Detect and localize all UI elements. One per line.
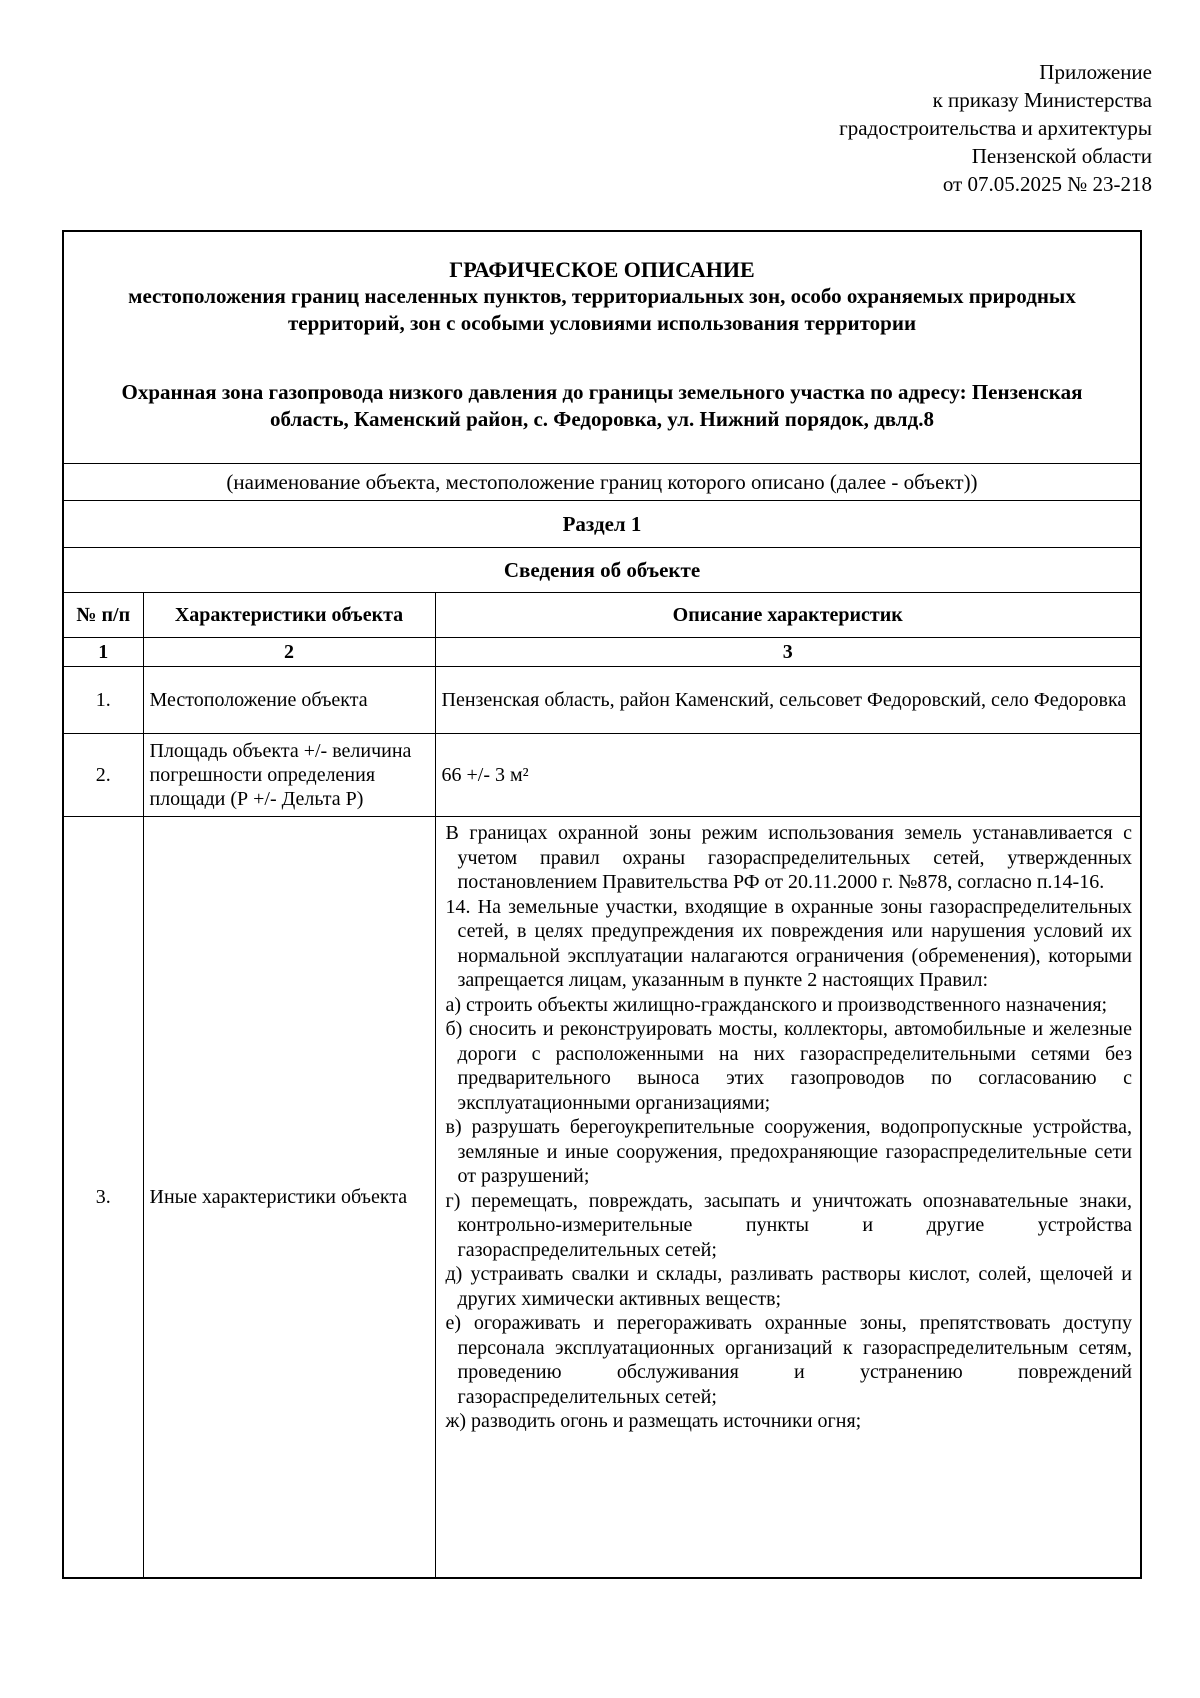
row-characteristic: Иные характеристики объекта — [143, 817, 435, 1578]
table-row — [64, 667, 1140, 734]
column-number: 3 — [435, 638, 1140, 667]
restriction-paragraph: в) разрушать берегоукрепительные сооружения, водопропускные устройства, земляные и иные сооружения, предохраняющие газораспределительные сети от разрушений; — [445, 1116, 1132, 1187]
table-row — [64, 734, 1140, 817]
appendix-line: Пензенской области — [971, 144, 1152, 168]
appendix-line: градостроительства и архитектуры — [839, 116, 1152, 140]
table-row — [64, 817, 1140, 1578]
restriction-paragraph: В границах охранной зоны режим использования земель устанавливается с учетом правил охраны газораспределительных сетей, утвержденных постановлением Правительства РФ от 20.11.2000 г. №878, согласно п.14-16. — [445, 822, 1132, 893]
appendix-block — [632, 58, 1152, 198]
restriction-paragraph: е) огораживать и перегораживать охранные зоны, препятствовать доступу персонала эксплуатационных организаций к газораспределительным сетям, проведению обслуживания и устранению повреждений газораспределительных сетей; — [445, 1312, 1132, 1408]
section-label: Раздел 1 — [64, 501, 1140, 548]
column-header: Описание характеристик — [435, 593, 1140, 638]
row-description: 66 +/- 3 м² — [435, 734, 1140, 817]
restrictions-list — [442, 817, 1135, 1438]
row-number: 3. — [64, 817, 143, 1578]
restriction-paragraph: г) перемещать, повреждать, засыпать и уничтожать опознавательные знаки, контрольно-измерительные пункты и другие устройства газораспределительных сетей; — [445, 1189, 1132, 1261]
document-frame — [62, 230, 1142, 1579]
appendix-line: от 07.05.2025 № 23-218 — [942, 172, 1152, 196]
row-number: 2. — [64, 734, 143, 817]
column-number: 1 — [64, 638, 143, 667]
row-characteristic: Местоположение объекта — [143, 667, 435, 734]
table-header-row — [64, 593, 1140, 638]
row-description — [435, 817, 1140, 1578]
object-name: Охранная зона газопровода низкого давления до границы земельного участка по адресу: Пензенская область, Каменский район, с. Федоровка, ул. Нижний порядок, двлд.8 — [121, 380, 1083, 431]
column-number: 2 — [143, 638, 435, 667]
appendix-line: к приказу Министерства — [932, 88, 1152, 112]
document-header — [64, 232, 1140, 464]
column-header: Характеристики объекта — [143, 593, 435, 638]
row-characteristic: Площадь объекта +/- величина погрешности определения площади (Р +/- Дельта Р) — [143, 734, 435, 817]
section-title: Сведения об объекте — [64, 548, 1140, 593]
appendix-line: Приложение — [1039, 60, 1152, 84]
restriction-paragraph: ж) разводить огонь и размещать источники огня; — [445, 1410, 862, 1432]
characteristics-table — [64, 593, 1140, 1577]
restriction-paragraph: а) строить объекты жилищно-гражданского и производственного назначения; — [445, 993, 1108, 1016]
object-caption: (наименование объекта, местоположение границ которого описано (далее - объект)) — [64, 464, 1140, 501]
row-number: 1. — [64, 667, 143, 734]
restriction-paragraph: 14. На земельные участки, входящие в охранные зоны газораспределительных сетей, в целях предупреждения их повреждения или нарушения условий их нормальной эксплуатации налагаются ограничения (обременения), которыми запрещается лицам, указанным в пункте 2 настоящих Правил: — [445, 895, 1132, 991]
document-title: ГРАФИЧЕСКОЕ ОПИСАНИЕ — [449, 257, 755, 282]
column-number-row — [64, 638, 1140, 667]
document-subtitle: местоположения границ населенных пунктов, территориальных зон, особо охраняемых природных территорий, зон с особыми условиями использования территории — [128, 284, 1076, 335]
row-description: Пензенская область, район Каменский, сельсовет Федоровский, село Федоровка — [435, 667, 1140, 734]
restriction-paragraph: д) устраивать свалки и склады, разливать растворы кислот, солей, щелочей и других химически активных веществ; — [445, 1263, 1132, 1310]
restriction-paragraph: б) сносить и реконструировать мосты, коллекторы, автомобильные и железные дороги с расположенными на них газораспределительными сетями без предварительного выноса этих газопроводов по согласованию с эксплуатационными организациями; — [445, 1018, 1132, 1114]
column-header: № п/п — [64, 593, 143, 638]
